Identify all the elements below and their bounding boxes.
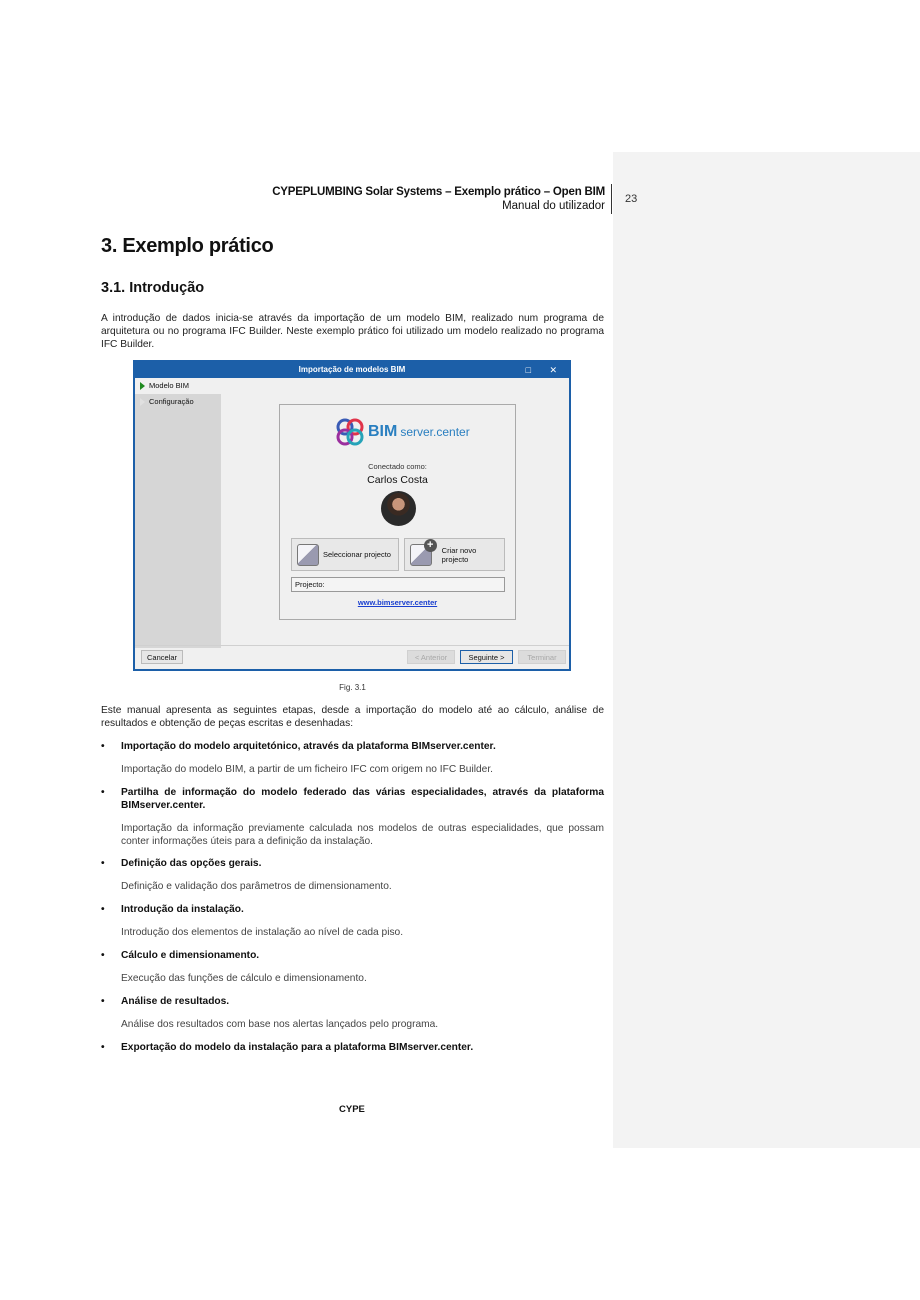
step-desc: Importação da informação previamente calculada nos modelos de outras especialidades, que possam conter informações úteis para a definição da instalação.: [121, 823, 604, 847]
dialog-title: Importação de modelos BIM: [298, 365, 406, 374]
step-item: [101, 995, 604, 1008]
step-title: Importação do modelo arquitetónico, através da plataforma BIMserver.center.: [121, 741, 496, 752]
close-icon[interactable]: ✕: [549, 365, 557, 375]
step-title: Exportação do modelo da instalação para a plataforma BIMserver.center.: [121, 1042, 474, 1053]
bullet-icon: •: [101, 904, 105, 915]
button-label: Criar novo projecto: [441, 545, 477, 564]
cube-add-icon: +: [410, 544, 432, 566]
button-label: Seleccionar projecto: [323, 550, 391, 559]
step-item: [101, 1041, 604, 1054]
next-button[interactable]: Seguinte >: [460, 650, 513, 664]
step-title: Definição das opções gerais.: [121, 858, 262, 869]
header-subtitle: Manual do utilizador: [502, 200, 605, 212]
step-item: [101, 786, 604, 812]
header-divider: [611, 184, 612, 214]
sidebar-item-label: Configuração: [149, 397, 194, 406]
section-title: 3.1. Introdução: [101, 280, 205, 296]
dialog-footer: [135, 645, 569, 669]
bullet-icon: •: [101, 787, 105, 798]
bullet-icon: •: [101, 741, 105, 752]
bimserver-panel: [279, 404, 516, 620]
wizard-sidebar: [135, 378, 221, 648]
sidebar-item-label: Modelo BIM: [149, 381, 190, 390]
sidebar-item-configuracao[interactable]: [135, 394, 221, 410]
bimserver-knot-icon: [335, 417, 365, 447]
intro-paragraph: A introdução de dados inicia-se através da importação de um modelo BIM, realizado num programa de arquitetura ou no programa IFC Builder. Neste exemplo prático foi utilizado um modelo realizado no programa IFC Builder.: [101, 313, 604, 350]
step-desc: Introdução dos elementos de instalação ao nível de cada piso.: [121, 927, 404, 938]
bullet-icon: •: [101, 1042, 105, 1053]
sidebar-item-modelo-bim[interactable]: [135, 378, 221, 394]
comment-margin-pane: [613, 152, 920, 1148]
connected-label: Conectado como:: [368, 462, 427, 471]
bullet-icon: •: [101, 996, 105, 1007]
bim-import-dialog: [133, 360, 571, 671]
dialog-titlebar: [135, 362, 569, 378]
bimserver-logo: [335, 417, 470, 447]
project-field[interactable]: Projecto:: [291, 577, 505, 592]
step-desc: Definição e validação dos parâmetros de dimensionamento.: [121, 881, 392, 892]
step-item: [101, 903, 604, 916]
bullet-icon: •: [101, 950, 105, 961]
step-desc: Análise dos resultados com base nos alertas lançados pelo programa.: [121, 1019, 439, 1030]
user-name: Carlos Costa: [367, 474, 428, 486]
page-footer: CYPE: [339, 1104, 365, 1115]
cube-icon: [297, 544, 319, 566]
user-avatar: [381, 491, 416, 526]
step-desc: Execução das funções de cálculo e dimensionamento.: [121, 973, 367, 984]
step-desc: Importação do modelo BIM, a partir de um ficheiro IFC com origem no IFC Builder.: [121, 764, 493, 775]
step-title: Partilha de informação do modelo federado das várias especialidades, através da plataforma BIMserver.center.: [121, 787, 604, 811]
bimserver-link[interactable]: www.bimserver.center: [357, 598, 438, 607]
previous-button[interactable]: < Anterior: [407, 650, 455, 664]
step-item: [101, 857, 604, 870]
bullet-icon: •: [101, 858, 105, 869]
figure-caption: Fig. 3.1: [339, 683, 366, 692]
brand-server-center: server.center: [400, 425, 470, 439]
step-item: [101, 949, 604, 962]
finish-button[interactable]: Terminar: [518, 650, 566, 664]
running-header: [272, 185, 605, 213]
new-project-button[interactable]: [404, 538, 505, 571]
play-arrow-icon: [140, 382, 145, 390]
step-title: Introdução da instalação.: [121, 904, 244, 915]
header-title: CYPEPLUMBING Solar Systems – Exemplo prático – Open BIM: [272, 186, 605, 198]
steps-intro: Este manual apresenta as seguintes etapas, desde a importação do modelo até ao cálculo, análise de resultados e obtenção de peças escritas e desenhadas:: [101, 705, 604, 729]
chapter-title: 3. Exemplo prático: [101, 235, 274, 257]
step-title: Cálculo e dimensionamento.: [121, 950, 260, 961]
play-arrow-icon: [140, 398, 145, 406]
select-project-button[interactable]: [291, 538, 399, 571]
maximize-icon[interactable]: □: [525, 365, 531, 375]
page-number: 23: [625, 193, 638, 205]
step-item: [101, 740, 604, 753]
step-title: Análise de resultados.: [121, 996, 230, 1007]
cancel-button[interactable]: Cancelar: [141, 650, 183, 664]
brand-bim: BIM: [368, 423, 398, 440]
